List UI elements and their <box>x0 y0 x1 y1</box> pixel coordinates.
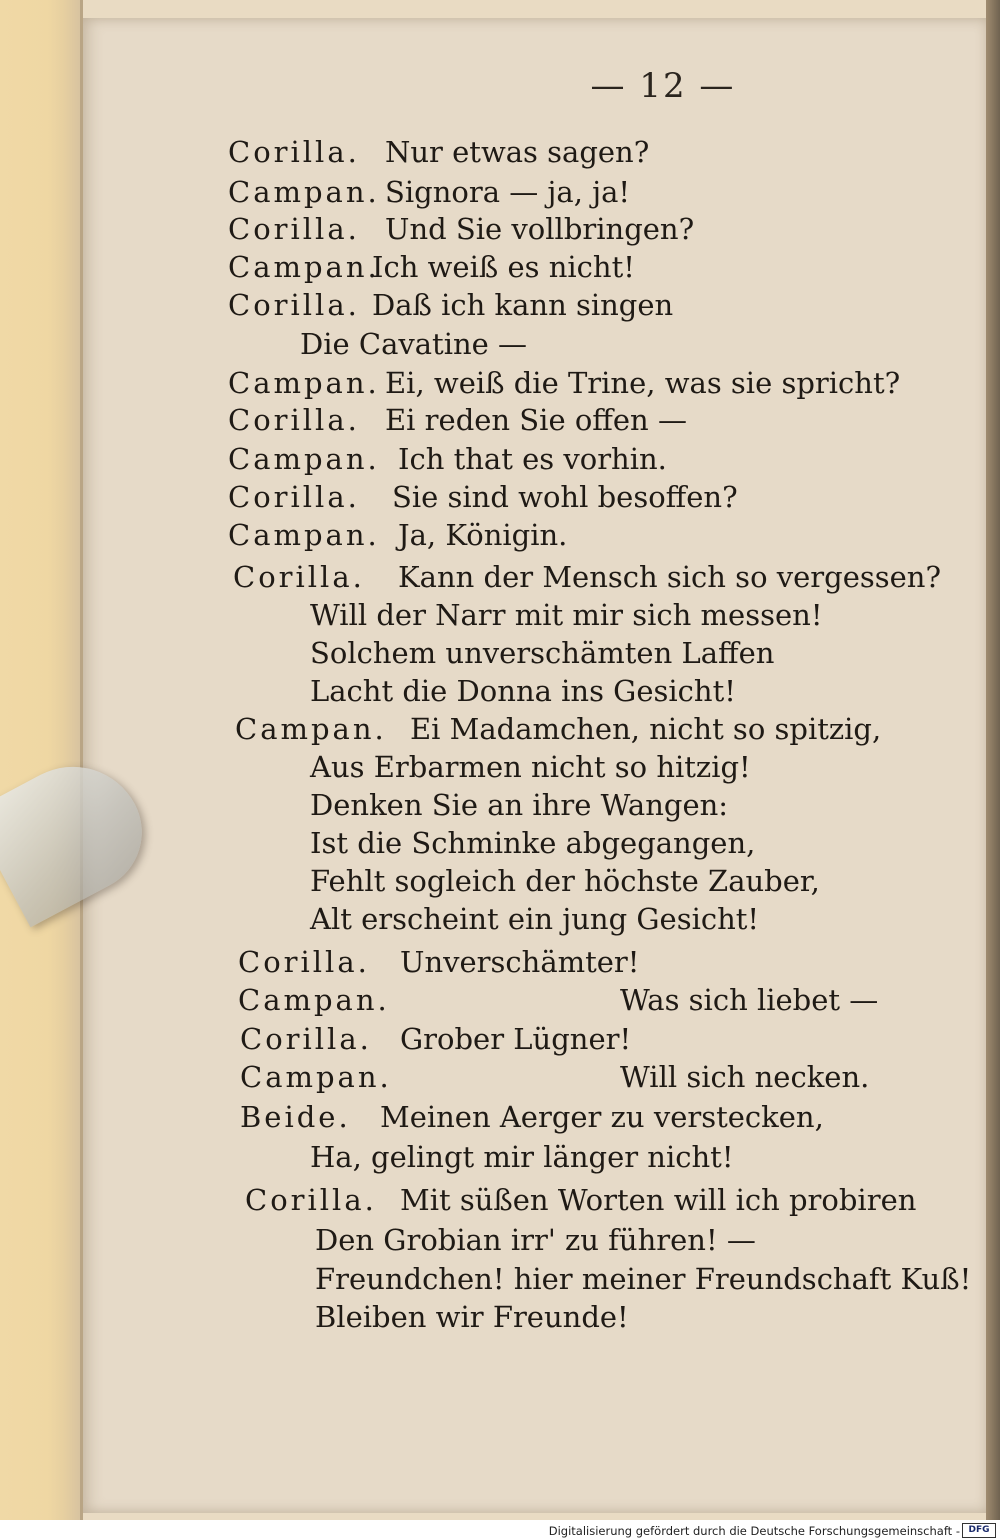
spoken-text: Den Grobian irr' zu führen! — <box>315 1223 756 1257</box>
dialogue-line <box>310 636 774 670</box>
spoken-text: Sie sind wohl besoffen? <box>392 480 738 514</box>
spoken-text: Ei Madamchen, nicht so spitzig, <box>410 712 882 746</box>
page-number: — 12 — <box>590 66 736 106</box>
spoken-text: Und Sie vollbringen? <box>385 212 695 246</box>
spoken-text: Daß ich kann singen <box>372 288 674 322</box>
dialogue-line <box>228 135 650 169</box>
speaker-name: Corilla. <box>245 1183 377 1217</box>
dialogue-line <box>228 175 631 209</box>
dialogue-line <box>233 560 942 594</box>
dialogue-line <box>310 1140 734 1174</box>
speaker-name: Campan. <box>228 442 380 476</box>
spoken-text: Unverschämter! <box>400 945 640 979</box>
dialogue-line <box>310 788 728 822</box>
dialogue-line <box>238 983 879 1017</box>
dialogue-line <box>310 826 755 860</box>
speaker-name: Campan. <box>228 175 380 209</box>
dialogue-line <box>300 327 527 361</box>
spoken-text: Fehlt sogleich der höchste Zauber, <box>310 864 820 898</box>
spoken-text: Ei, weiß die Trine, was sie spricht? <box>385 366 901 400</box>
dialogue-line <box>310 864 820 898</box>
spoken-text: Freundchen! hier meiner Freundschaft Kuß! <box>315 1262 972 1296</box>
spoken-text: Ich weiß es nicht! <box>372 250 635 284</box>
speaker-name: Corilla. <box>233 560 365 594</box>
spoken-text: Ha, gelingt mir länger nicht! <box>310 1140 734 1174</box>
spoken-text: Mit süßen Worten will ich probiren <box>400 1183 917 1217</box>
spoken-text: Will sich necken. <box>620 1060 870 1094</box>
dialogue-line <box>228 403 687 437</box>
dialogue-line <box>315 1223 756 1257</box>
speaker-name: Corilla. <box>228 212 360 246</box>
dialogue-line <box>228 480 738 514</box>
dialogue-line <box>228 518 568 552</box>
spoken-text: Ich that es vorhin. <box>398 442 667 476</box>
dialogue-line <box>310 902 759 936</box>
dialogue-line <box>310 750 751 784</box>
speaker-name: Campan. <box>228 366 380 400</box>
spoken-text: Was sich liebet — <box>620 983 879 1017</box>
speaker-name: Corilla. <box>238 945 370 979</box>
spoken-text: Solchem unverschämten Laffen <box>310 636 775 670</box>
spoken-text: Ja, Königin. <box>398 518 568 552</box>
spoken-text: Bleiben wir Freunde! <box>315 1300 629 1334</box>
dialogue-line <box>235 712 882 746</box>
speaker-name: Corilla. <box>228 135 360 169</box>
book-edge-left <box>0 0 80 1520</box>
spoken-text: Grober Lügner! <box>400 1022 632 1056</box>
speaker-name: Campan. <box>228 518 380 552</box>
dfg-logo: DFG <box>962 1523 996 1538</box>
book-edge-right <box>986 0 1000 1520</box>
speaker-name: Corilla. <box>228 403 360 437</box>
speaker-name: Beide. <box>240 1100 351 1134</box>
spoken-text: Ei reden Sie offen — <box>385 403 687 437</box>
dialogue-line <box>240 1022 632 1056</box>
dialogue-line <box>310 674 736 708</box>
speaker-name: Campan. <box>235 712 387 746</box>
spoken-text: Kann der Mensch sich so vergessen? <box>398 560 942 594</box>
spoken-text: Denken Sie an ihre Wangen: <box>310 788 729 822</box>
dialogue-line <box>310 598 822 632</box>
dialogue-line <box>315 1300 629 1334</box>
speaker-name: Campan. <box>240 1060 392 1094</box>
spoken-text: Nur etwas sagen? <box>385 135 650 169</box>
dialogue-line <box>228 212 695 246</box>
dialogue-line <box>245 1183 917 1217</box>
spoken-text: Signora — ja, ja! <box>385 175 631 209</box>
dialogue-line <box>240 1100 824 1134</box>
speaker-name: Corilla. <box>240 1022 372 1056</box>
dialogue-line <box>228 288 674 322</box>
spoken-text: Alt erscheint ein jung Gesicht! <box>310 902 760 936</box>
spoken-text: Die Cavatine — <box>300 327 528 361</box>
spoken-text: Ist die Schminke abgegangen, <box>310 826 756 860</box>
speaker-name: Corilla. <box>228 288 360 322</box>
dialogue-line <box>228 366 901 400</box>
spoken-text: Lacht die Donna ins Gesicht! <box>310 674 736 708</box>
speaker-name: Corilla. <box>228 480 360 514</box>
dialogue-line <box>228 442 667 476</box>
spoken-text: Aus Erbarmen nicht so hitzig! <box>310 750 751 784</box>
dialogue-line <box>238 945 640 979</box>
spoken-text: Meinen Aerger zu verstecken, <box>380 1100 824 1134</box>
dialogue-line <box>228 250 635 284</box>
footer-credit <box>0 1520 1000 1540</box>
spoken-text: Will der Narr mit mir sich messen! <box>310 598 823 632</box>
speaker-name: Campan. <box>238 983 390 1017</box>
speaker-name: Campan. <box>228 250 380 284</box>
dialogue-line <box>315 1262 971 1296</box>
dialogue-line <box>240 1060 870 1094</box>
footer-text: Digitalisierung gefördert durch die Deutsche Forschungsgemeinschaft - <box>548 1524 960 1538</box>
